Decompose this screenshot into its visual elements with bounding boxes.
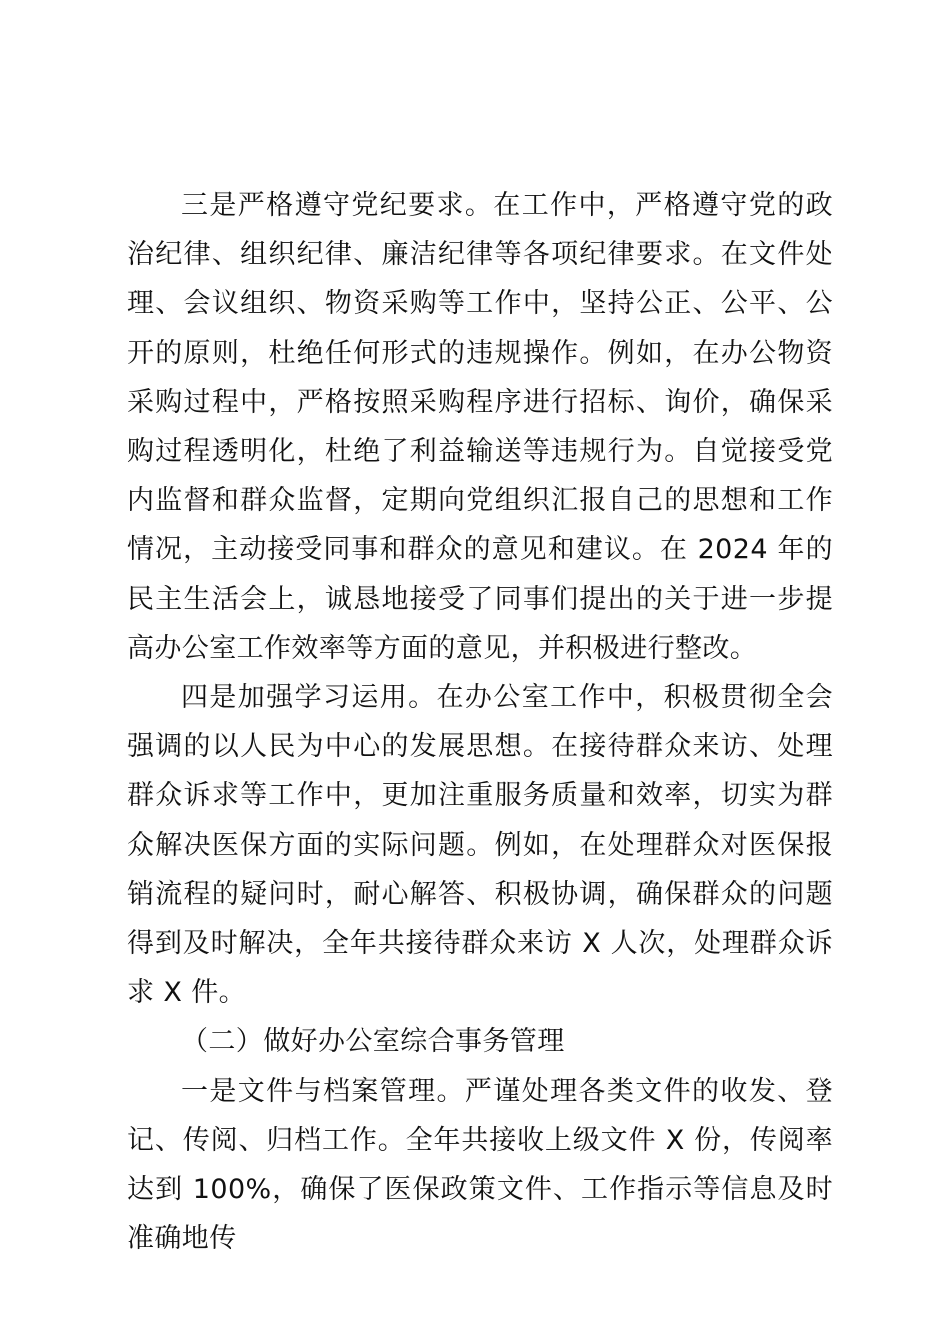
- paragraph-file-archive-management: 一是文件与档案管理。严谨处理各类文件的收发、登记、传阅、归档工作。全年共接收上级文件 X 份，传阅率达到 100%，确保了医保政策文件、工作指示等信息及时准确地传: [127, 1075, 833, 1255]
- paragraph-learning-application: 四是加强学习运用。在办公室工作中，积极贯彻全会强调的以人民为中心的发展思想。在接待群众来访、处理群众诉求等工作中，更加注重服务质量和效率，切实为群众解决医保方面的实际问题。例如，在处理群众对医保报销流程的疑问时，耐心解答、积极协调，确保群众的问题得到及时解决，全年共接待群众来访 X 人次，处理群众诉求 X 件。: [127, 682, 833, 1009]
- section-heading-office-affairs: （二）做好办公室综合事务管理: [181, 1026, 565, 1058]
- paragraph-party-discipline: 三是严格遵守党纪要求。在工作中，严格遵守党的政治纪律、组织纪律、廉洁纪律等各项纪律要求。在文件处理、会议组织、物资采购等工作中，坚持公正、公平、公开的原则，杜绝任何形式的违规操作。例如，在办公物资采购过程中，严格按照采购程序进行招标、询价，确保采购过程透明化，杜绝了利益输送等违规行为。自觉接受党内监督和群众监督，定期向党组织汇报自己的思想和工作情况，主动接受同事和群众的意见和建议。在 2024 年的民主生活会上，诚恳地接受了同事们提出的关于进一步提高办公室工作效率等方面的意见，并积极进行整改。: [127, 190, 833, 664]
- document-body: [127, 181, 833, 1263]
